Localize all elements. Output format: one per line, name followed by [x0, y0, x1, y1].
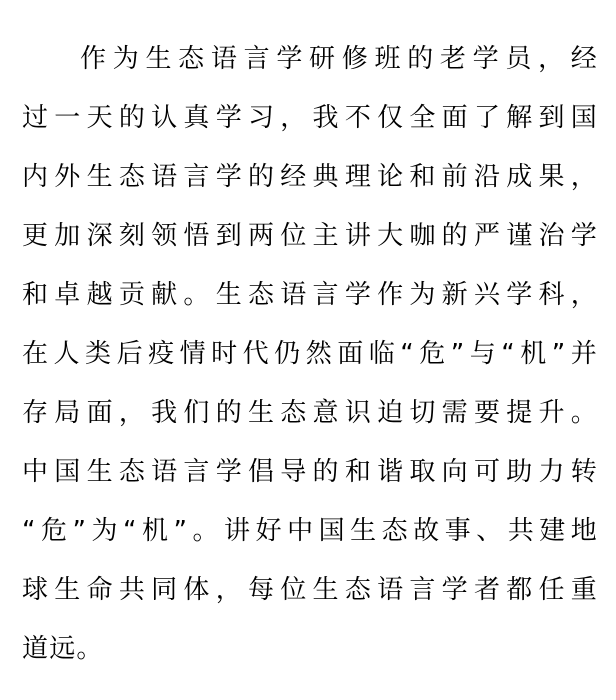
text-line: 道远。	[22, 634, 104, 664]
text-line: 过一天的认真学习，我不仅全面了解到国	[22, 103, 598, 133]
document-body	[22, 30, 598, 679]
text-line: 和卓越贡献。生态语言学作为新兴学科，	[22, 280, 598, 310]
text-line: 存局面，我们的生态意识迫切需要提升。	[22, 398, 598, 428]
text-line: 球生命共同体，每位生态语言学者都任重	[22, 575, 598, 605]
text-line: 更加深刻领悟到两位主讲大咖的严谨治学	[22, 221, 598, 251]
text-line: 中国生态语言学倡导的和谐取向可助力转	[22, 457, 598, 487]
text-line: 内外生态语言学的经典理论和前沿成果，	[22, 162, 598, 192]
text-line: 作为生态语言学研修班的老学员，经	[80, 44, 598, 74]
text-line: 在人类后疫情时代仍然面临“危”与“机”并	[22, 339, 598, 369]
text-line: “危”为“机”。讲好中国生态故事、共建地	[22, 516, 598, 546]
